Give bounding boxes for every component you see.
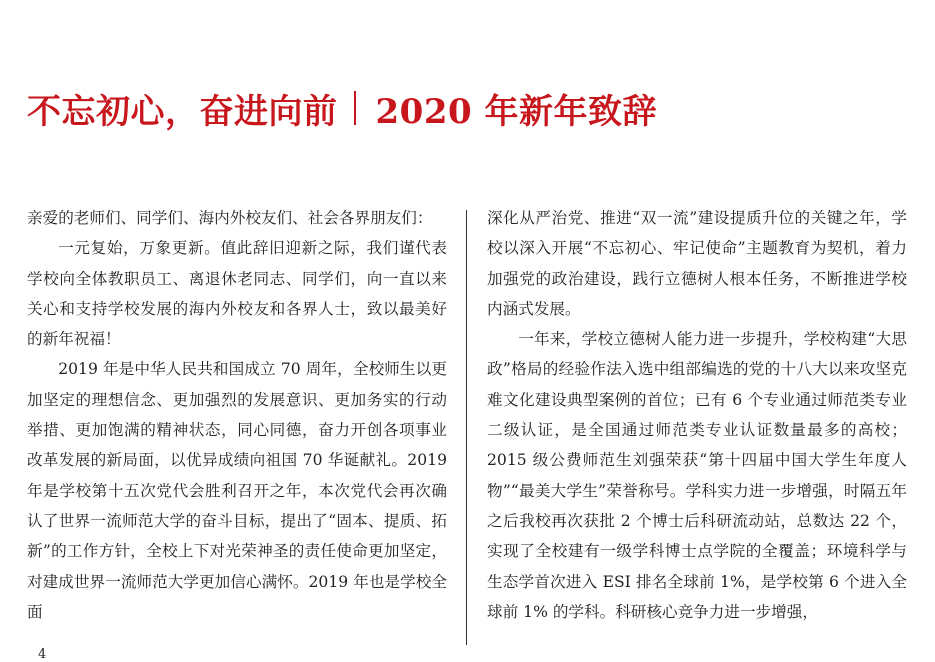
column-divider (466, 210, 467, 645)
salutation-paragraph: 亲爱的老师们、同学们、海内外校友们、社会各界朋友们： (27, 209, 433, 227)
title-main: 不忘初心，奋进向前 (27, 91, 338, 132)
page-number: 4 (38, 647, 47, 662)
left-column (27, 203, 447, 627)
achievements-paragraph: 一年来，学校立德树人能力进一步提升，学校构建“大思政”格局的经验作法入选中组部编选的党的十八大以来攻坚克难文化建设典型案例的首位；已有 6 个专业通过师范类专业二级认证，是全国通过师范类专业认证数量最多的高校；2015 级公费师范生刘强荣获“第十四届中国大学生年度人物”“最美大学生”荣誉称号。学科实力进一步增强，时隔五年之后我校再次获批 2 个博士后科研流动站，总数达 22 个，实现了全校建有一级学科博士点学院的全覆盖；环境科学与生态学首次进入 ESI 排名全球前 1%，是学校第 6 个进入全球前 1% 的学科。科研核心竞争力进一步增强， (487, 330, 907, 621)
page-title (27, 84, 657, 132)
continuation-paragraph: 深化从严治党、推进“双一流”建设提质升位的关键之年，学校以深入开展“不忘初心、牢记使命”主题教育为契机，着力加强党的政治建设，践行立德树人根本任务，不断推进学校内涵式发展。 (487, 209, 907, 318)
greeting-paragraph: 一元复始，万象更新。值此辞旧迎新之际，我们谨代表学校向全体教职员工、离退休老同志、同学们，向一直以来关心和支持学校发展的海内外校友和各界人士，致以最美好的新年祝福！ (27, 239, 447, 349)
review-paragraph: 2019 年是中华人民共和国成立 70 周年，全校师生以更加坚定的理想信念、更加强烈的发展意识、更加务实的行动举措、更加饱满的精神状态，同心同德，奋力开创各项事业改革发展的新局面，以优异成绩向祖国 70 华诞献礼。2019 年是学校第十五次党代会胜利召开之年，本次党代会再次确认了世界一流师范大学的奋斗目标，提出了“固本、提质、拓新”的工作方针，全校上下对光荣神圣的责任使命更加坚定，对建成世界一流师范大学更加信心满怀。2019 年也是学校全面 (27, 360, 447, 621)
title-sub: 2020 年新年致辞 (375, 91, 657, 132)
title-divider (354, 91, 356, 125)
right-column (487, 203, 907, 627)
